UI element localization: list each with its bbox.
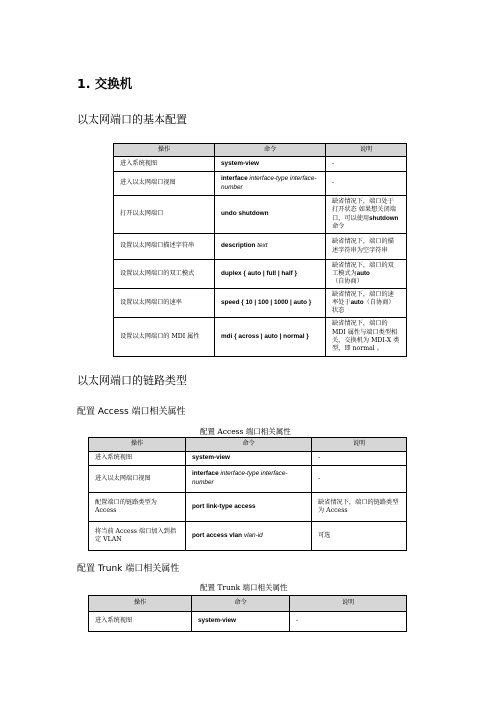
op-cell: 设置以太网端口的 MDI 属性 xyxy=(114,317,215,356)
cmd-cell: port link-type access xyxy=(186,493,312,522)
op-cell: 进入以太网端口视图 xyxy=(89,466,186,493)
desc-keyword: auto xyxy=(350,298,364,306)
desc-cell: 缺省情况下，端口的描述字符串为空字符串 xyxy=(326,233,407,260)
table-row xyxy=(114,317,407,356)
cmd-cell: undo shutdown xyxy=(215,196,326,233)
cmd-argument: interface-type interface-number xyxy=(192,470,288,486)
op-cell: 设置以太网端口描述字符串 xyxy=(114,233,215,260)
desc-keyword: shutdown xyxy=(369,214,399,222)
table-header-row xyxy=(114,144,407,157)
cmd-keyword: interface xyxy=(192,470,219,478)
section-title: 1. 交换机 xyxy=(77,76,133,91)
heading-link-type: 以太网端口的链路类型 xyxy=(77,374,187,387)
desc-cell: - xyxy=(326,157,407,171)
desc-cell xyxy=(326,196,407,233)
caption-access-table: 配置 Access 端口相关属性 xyxy=(200,427,291,436)
table-row xyxy=(89,452,407,466)
header-cmd: 命令 xyxy=(192,596,290,612)
desc-text: 缺省情况下，端口的双工模式为 xyxy=(332,261,394,278)
cmd-argument: text xyxy=(257,242,268,250)
cmd-cell: speed { 10 | 100 | 1000 | auto } xyxy=(215,289,326,318)
op-cell: 进入系统视图 xyxy=(89,612,192,632)
op-cell: 进入系统视图 xyxy=(89,452,186,466)
op-cell: 设置以太网端口的速率 xyxy=(114,289,215,318)
table-row xyxy=(89,522,407,551)
cmd-cell: system-view xyxy=(186,452,312,466)
desc-cell: - xyxy=(326,171,407,196)
heading-access-config: 配置 Access 端口相关属性 xyxy=(77,407,186,417)
table-row xyxy=(114,260,407,289)
desc-cell: 缺省情况下，端口的 MDI 属性与端口类型相关，交换机为 MDI-X 类型，即 normal 。 xyxy=(326,317,407,356)
desc-text: 缺省情况下，端口处于打开状态 如果想关闭端口，可以使用 xyxy=(332,197,396,222)
table-row xyxy=(89,612,407,632)
desc-cell: - xyxy=(312,452,407,466)
header-op: 操作 xyxy=(89,596,192,612)
op-cell: 将当前 Access 端口加入到指定 VLAN xyxy=(89,522,186,551)
table-row xyxy=(114,171,407,196)
header-desc: 说明 xyxy=(312,438,407,452)
op-cell: 进入系统视图 xyxy=(114,157,215,171)
desc-cell: 缺省情况下，端口的链路类型为 Access xyxy=(312,493,407,522)
cmd-cell: mdi { across | auto | normal } xyxy=(215,317,326,356)
cmd-argument: interface-type interface-number xyxy=(221,174,317,191)
header-cmd: 命令 xyxy=(186,438,312,452)
table-row xyxy=(89,466,407,493)
table-row xyxy=(114,289,407,318)
cmd-cell: duplex { auto | full | half } xyxy=(215,260,326,289)
cmd-keyword: description xyxy=(221,242,256,250)
table-row xyxy=(114,233,407,260)
desc-tail: （自协商）状态 xyxy=(332,298,395,315)
cmd-cell xyxy=(186,466,312,493)
cmd-argument: vlan-id xyxy=(243,531,263,539)
heading-basic-config: 以太网端口的基本配置 xyxy=(77,113,187,126)
desc-cell: - xyxy=(312,466,407,493)
cmd-keyword: interface xyxy=(221,174,248,182)
header-cmd: 命令 xyxy=(215,144,326,157)
table-header-row xyxy=(89,438,407,452)
table-trunk-config xyxy=(88,595,407,632)
header-op: 操作 xyxy=(114,144,215,157)
op-cell: 打开以太网端口 xyxy=(114,196,215,233)
cmd-keyword: port access vlan xyxy=(192,531,243,539)
desc-tail: （自协商） xyxy=(332,278,363,286)
desc-cell: - xyxy=(290,612,407,632)
desc-keyword: auto xyxy=(356,270,370,278)
table-row xyxy=(114,157,407,171)
op-cell: 进入以太网端口视图 xyxy=(114,171,215,196)
cmd-cell: system-view xyxy=(192,612,290,632)
desc-text: 缺省情况下，端口的速率处于 xyxy=(332,290,394,306)
desc-tail: 命令 xyxy=(332,222,345,230)
desc-cell: 可选 xyxy=(312,522,407,551)
caption-trunk-table: 配置 Trunk 端口相关属性 xyxy=(200,583,288,592)
table-row xyxy=(89,493,407,522)
cmd-cell xyxy=(215,233,326,260)
header-desc: 说明 xyxy=(290,596,407,612)
header-desc: 说明 xyxy=(326,144,407,157)
table-header-row xyxy=(89,596,407,612)
desc-cell xyxy=(326,260,407,289)
heading-trunk-config: 配置 Trunk 端口相关属性 xyxy=(77,564,180,574)
table-basic-config xyxy=(113,143,407,357)
cmd-cell: system-view xyxy=(215,157,326,171)
cmd-cell xyxy=(215,171,326,196)
op-cell: 设置以太网端口的双工模式 xyxy=(114,260,215,289)
op-cell: 配置端口的链路类型为 Access xyxy=(89,493,186,522)
header-op: 操作 xyxy=(89,438,186,452)
table-access-config xyxy=(88,437,407,551)
table-row xyxy=(114,196,407,233)
cmd-cell xyxy=(186,522,312,551)
desc-cell xyxy=(326,289,407,318)
